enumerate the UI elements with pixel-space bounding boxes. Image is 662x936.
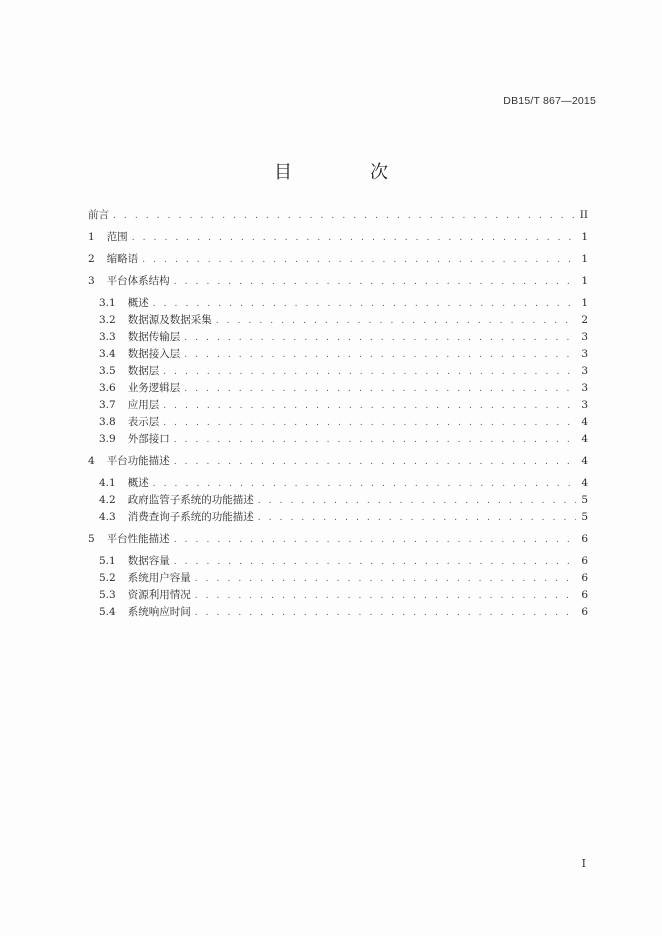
toc-entry[interactable] <box>88 348 588 361</box>
toc-entry-number: 4.1 <box>99 477 116 489</box>
toc-entry[interactable] <box>88 253 588 266</box>
toc-entry[interactable] <box>88 416 588 429</box>
toc-leader-dots <box>174 434 576 447</box>
toc-entry[interactable] <box>88 382 588 395</box>
toc-entry-number: 5.4 <box>99 606 116 618</box>
toc-entry[interactable] <box>88 511 588 524</box>
toc-entry-label: 表示层 <box>127 416 160 428</box>
toc-entry-label: 平台功能描述 <box>106 455 170 467</box>
toc-entry-number: 4 <box>88 455 95 467</box>
toc-entry[interactable] <box>88 297 588 310</box>
toc-entry[interactable] <box>88 606 588 619</box>
page-number: I <box>581 857 586 870</box>
toc-entry-page: 3 <box>581 365 588 377</box>
toc-entry[interactable] <box>88 477 588 490</box>
toc-leader-dots <box>258 495 576 508</box>
toc-entry-page: 3 <box>581 331 588 343</box>
toc-entry[interactable] <box>88 589 588 602</box>
toc-leader-dots <box>195 573 576 586</box>
toc-leader-dots <box>258 512 576 525</box>
toc-leader-dots <box>216 315 576 328</box>
toc-entry-page: 6 <box>581 555 588 567</box>
toc-entry[interactable] <box>88 433 588 446</box>
toc-entry-number: 3.7 <box>99 399 116 411</box>
toc-entry[interactable] <box>88 275 588 288</box>
toc-entry[interactable] <box>88 331 588 344</box>
toc-entry-label: 数据接入层 <box>127 348 181 360</box>
toc-entry-label: 业务逻辑层 <box>127 382 181 394</box>
toc-entry-number: 3 <box>88 275 95 287</box>
toc-entry[interactable] <box>88 555 588 568</box>
toc-leader-dots <box>163 417 576 430</box>
toc-entry-page: II <box>579 209 588 221</box>
toc-entry-number: 5.2 <box>99 572 116 584</box>
toc-entry-page: 1 <box>581 275 588 287</box>
toc-entry-label: 应用层 <box>127 399 160 411</box>
toc-leader-dots <box>195 607 576 620</box>
toc-entry-page: 1 <box>581 253 588 265</box>
toc-entry-page: 3 <box>581 399 588 411</box>
toc-entry-number: 5 <box>88 533 95 545</box>
toc-leader-dots <box>163 400 576 413</box>
toc-leader-dots <box>142 254 576 267</box>
toc-leader-dots <box>174 556 576 569</box>
toc-entry[interactable] <box>88 455 588 468</box>
toc-entry-page: 4 <box>581 455 588 467</box>
toc-entry-label: 数据传输层 <box>127 331 181 343</box>
toc-leader-dots <box>153 478 576 491</box>
toc-entry[interactable] <box>88 231 588 244</box>
toc-entry-page: 1 <box>581 297 588 309</box>
toc-leader-dots <box>184 383 576 396</box>
toc-leader-dots <box>163 366 576 379</box>
toc-entry-number: 2 <box>88 253 95 265</box>
toc-entry-page: 3 <box>581 348 588 360</box>
toc-entry[interactable] <box>88 365 588 378</box>
toc-entry-page: 4 <box>581 477 588 489</box>
toc-leader-dots <box>184 332 576 345</box>
toc-entry-number: 5.1 <box>99 555 116 567</box>
toc-entry-label: 缩略语 <box>106 253 139 265</box>
toc-entry[interactable] <box>88 314 588 327</box>
toc-entry-page: 5 <box>581 494 588 506</box>
toc-entry-number: 3.9 <box>99 433 116 445</box>
toc-entry-label: 数据层 <box>127 365 160 377</box>
toc-entry-label: 政府监管子系统的功能描述 <box>127 494 254 506</box>
toc-entry-page: 6 <box>581 589 588 601</box>
toc-entry[interactable] <box>88 494 588 507</box>
table-of-contents <box>88 209 588 619</box>
toc-entry-number: 3.6 <box>99 382 116 394</box>
toc-entry-page: 3 <box>581 382 588 394</box>
toc-leader-dots <box>132 232 576 245</box>
document-code: DB15/T 867—2015 <box>503 95 596 107</box>
toc-entry-page: 4 <box>581 433 588 445</box>
page-title: 目 次 <box>274 162 418 183</box>
toc-entry-page: 6 <box>581 533 588 545</box>
toc-leader-dots <box>174 534 576 547</box>
toc-entry-label: 资源利用情况 <box>127 589 191 601</box>
toc-entry[interactable] <box>88 399 588 412</box>
toc-leader-dots <box>184 349 576 362</box>
toc-leader-dots <box>174 276 576 289</box>
toc-entry-label: 平台性能描述 <box>106 533 170 545</box>
toc-entry-label: 数据源及数据采集 <box>127 314 212 326</box>
toc-entry-number: 3.5 <box>99 365 116 377</box>
toc-leader-dots <box>195 590 576 603</box>
toc-entry-label: 概述 <box>127 297 149 309</box>
toc-entry-label: 系统用户容量 <box>127 572 191 584</box>
toc-entry-page: 2 <box>581 314 588 326</box>
toc-entry-number: 3.4 <box>99 348 116 360</box>
toc-entry-label: 系统响应时间 <box>127 606 191 618</box>
toc-entry-label: 概述 <box>127 477 149 489</box>
toc-leader-dots <box>153 298 576 311</box>
toc-entry-number: 3.3 <box>99 331 116 343</box>
toc-entry-page: 4 <box>581 416 588 428</box>
toc-entry-label: 前言 <box>88 209 109 221</box>
toc-entry-label: 数据容量 <box>127 555 170 567</box>
toc-entry-number: 3.1 <box>99 297 116 309</box>
toc-leader-dots <box>174 456 576 469</box>
toc-entry-label: 范围 <box>106 231 128 243</box>
toc-entry[interactable] <box>88 209 588 222</box>
toc-entry-page: 6 <box>581 606 588 618</box>
toc-entry-page: 5 <box>581 511 588 523</box>
toc-entry-number: 3.8 <box>99 416 116 428</box>
toc-entry-label: 外部接口 <box>127 433 170 445</box>
toc-entry-number: 1 <box>88 231 95 243</box>
toc-entry-number: 4.3 <box>99 511 116 523</box>
toc-entry-page: 6 <box>581 572 588 584</box>
toc-entry-number: 4.2 <box>99 494 116 506</box>
toc-entry-page: 1 <box>581 231 588 243</box>
toc-entry[interactable] <box>88 572 588 585</box>
toc-entry-label: 平台体系结构 <box>106 275 170 287</box>
toc-entry[interactable] <box>88 533 588 546</box>
toc-entry-label: 消费查询子系统的功能描述 <box>127 511 254 523</box>
toc-entry-number: 5.3 <box>99 589 116 601</box>
toc-entry-number: 3.2 <box>99 314 116 326</box>
toc-leader-dots <box>113 210 576 223</box>
